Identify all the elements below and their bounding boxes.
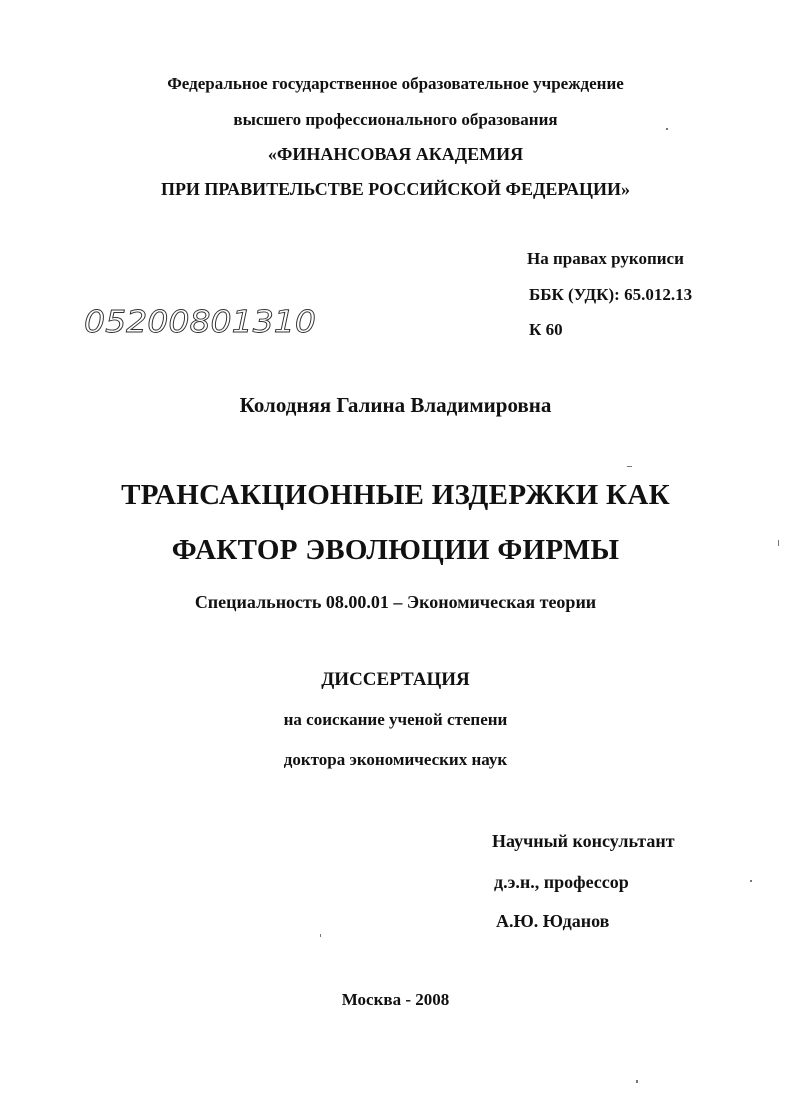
author-name: Колодняя Галина Владимировна — [239, 393, 552, 417]
bbk-code: ББК (УДК): 65.012.13 — [529, 285, 693, 304]
institution-line-3: «ФИНАНСОВАЯ АКАДЕМИЯ — [267, 144, 524, 164]
manuscript-rights: На правах рукописи — [527, 249, 684, 268]
registration-number-text: 05200801310 — [84, 305, 316, 340]
consultant-rank: д.э.н., профессор — [494, 872, 629, 892]
dissertation-purpose: на соискание ученой степени — [283, 710, 508, 729]
city-year: Москва - 2008 — [341, 990, 450, 1009]
institution-line-1: Федеральное государственное образовательное учреждение — [167, 74, 624, 93]
dissertation-title-line-1: ТРАНСАКЦИОННЫЕ ИЗДЕРЖКИ КАК — [121, 479, 670, 511]
cutter-code: К 60 — [529, 320, 563, 339]
dissertation-degree: доктора экономических наук — [283, 750, 508, 769]
scan-speck — [636, 1080, 638, 1083]
scan-speck — [320, 934, 321, 937]
dissertation-title-line-2: ФАКТОР ЭВОЛЮЦИИ ФИРМЫ — [171, 534, 620, 566]
handwritten-registration-number — [82, 296, 322, 344]
consultant-label: Научный консультант — [492, 831, 675, 851]
dissertation-label: ДИССЕРТАЦИЯ — [321, 669, 470, 690]
institution-line-2: высшего профессионального образования — [233, 110, 558, 129]
scan-speck — [778, 540, 779, 546]
specialty: Специальность 08.00.01 – Экономическая теории — [194, 592, 597, 612]
scan-speck — [750, 880, 752, 882]
consultant-name: А.Ю. Юданов — [496, 911, 610, 931]
scan-speck — [666, 128, 668, 130]
scan-speck — [627, 466, 632, 467]
institution-line-4: ПРИ ПРАВИТЕЛЬСТВЕ РОССИЙСКОЙ ФЕДЕРАЦИИ» — [160, 179, 631, 199]
